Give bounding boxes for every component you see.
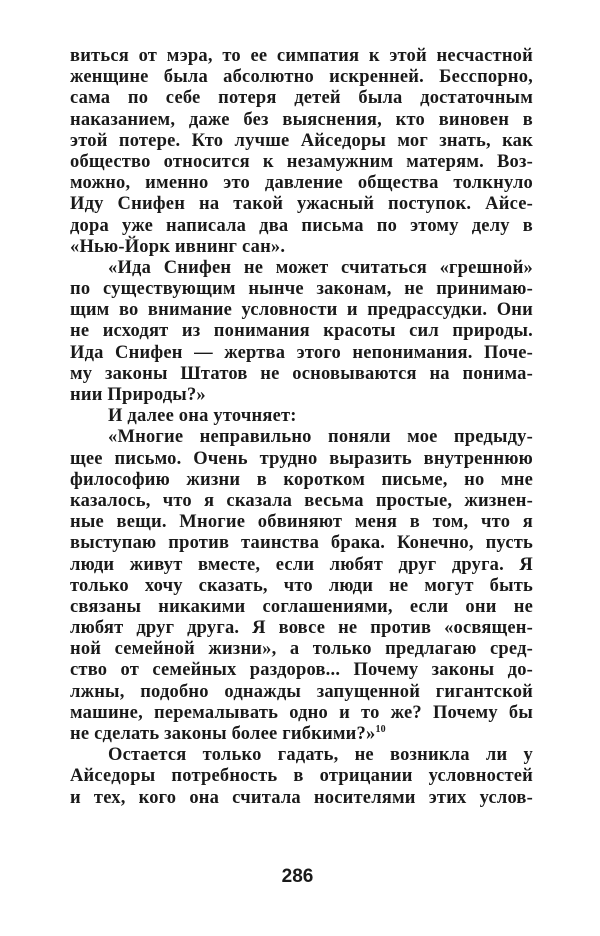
text-line	[70, 385, 533, 406]
text-line	[70, 491, 533, 512]
text-line	[70, 724, 533, 745]
text-line-content: казалось, что я сказала весьма простые, жизнен-	[70, 490, 533, 511]
text-line	[70, 152, 533, 173]
text-line-content: ной семейной жизни», а только предлагаю сред-	[70, 639, 533, 660]
text-line-content: сама по себе потеря детей была достаточным	[70, 88, 533, 109]
text-line-content: не сделать законы более гибкими?»	[70, 724, 376, 744]
text-line	[70, 300, 533, 321]
text-line-content: общество относится к незамужним матерям. Воз-	[70, 151, 533, 172]
text-line	[70, 237, 533, 258]
text-line-content: связаны никакими соглашениями, если они не	[70, 596, 533, 617]
text-line-content: по существующим нынче законам, не принимаю-	[70, 279, 533, 300]
text-line-content: Айседоры потребность в отрицании условностей	[70, 766, 533, 787]
text-line	[70, 512, 533, 533]
text-line	[70, 449, 533, 470]
text-line	[70, 660, 533, 681]
text-line	[70, 470, 533, 491]
text-line	[70, 745, 533, 766]
text-line-content: «Ида Снифен не может считаться «грешной»	[108, 257, 533, 278]
text-line	[70, 343, 533, 364]
text-line-content: машине, перемалывать одно и то же? Почему бы	[70, 702, 533, 723]
text-line-content: философию жизни в коротком письме, но мне	[70, 469, 533, 490]
text-line-content: выступаю против таинства брака. Конечно, пусть	[70, 533, 533, 554]
text-line-content: И далее она уточняет:	[108, 406, 297, 427]
text-line	[70, 173, 533, 194]
text-line	[70, 67, 533, 88]
text-line	[70, 703, 533, 724]
text-line-content: и тех, кого она считала носителями этих услов-	[70, 787, 533, 808]
text-line-content: лжны, подобно однажды запущенной гигантской	[70, 681, 533, 702]
text-line-content: не исходят из понимания красоты сил природы.	[70, 321, 533, 342]
text-line	[70, 533, 533, 554]
text-line-content: щим во внимание условности и предрассудки. Они	[70, 300, 533, 321]
text-line-content: нии Природы?»	[70, 385, 206, 405]
page-number: 286	[281, 866, 314, 887]
text-line-content: му законы Штатов не основываются на понима-	[70, 363, 533, 384]
text-line-content: Остается только гадать, не возникла ли у	[108, 745, 533, 766]
text-line	[70, 576, 533, 597]
text-line-content: щее письмо. Очень трудно выразить внутреннюю	[70, 448, 533, 469]
text-line-content: этой потере. Кто лучше Айседоры мог знать, как	[70, 130, 533, 151]
text-line-content: можно, именно это давление общества толкнуло	[70, 173, 533, 194]
text-line-content: любят друг друга. Я вовсе не против «освящен-	[70, 618, 533, 639]
text-line	[70, 88, 533, 109]
text-line	[70, 258, 533, 279]
text-line	[70, 618, 533, 639]
text-line	[70, 194, 533, 215]
text-line-content: ство от семейных раздоров... Почему законы до-	[70, 660, 533, 681]
text-line	[70, 406, 533, 427]
text-line	[70, 321, 533, 342]
text-line-content: Иду Снифен на такой ужасный поступок. Айсе-	[70, 194, 533, 215]
text-line	[70, 639, 533, 660]
text-line	[70, 766, 533, 787]
text-line-content: только хочу сказать, что люди не могут быть	[70, 575, 533, 596]
text-line	[70, 46, 533, 67]
text-line-content: люди живут вместе, если любят друг друга. Я	[70, 554, 533, 575]
text-line-content: ные вещи. Многие обвиняют меня в том, что я	[70, 512, 533, 533]
text-line-content: «Многие неправильно поняли мое предыду-	[108, 427, 533, 448]
text-line-content: женщине была абсолютно искренней. Бесспорно,	[70, 67, 533, 88]
body-text	[70, 46, 533, 809]
text-line	[70, 216, 533, 237]
text-line-content: дора уже написала два письма по этому делу в	[70, 215, 533, 236]
text-line-content: «Нью-Йорк ивнинг сан».	[70, 236, 286, 257]
text-line	[70, 110, 533, 131]
text-line	[70, 279, 533, 300]
text-line-content: наказанием, даже без выяснения, кто виновен в	[70, 109, 533, 130]
text-line	[70, 364, 533, 385]
text-line	[70, 555, 533, 576]
text-line	[70, 682, 533, 703]
footnote-reference: 10	[375, 723, 386, 735]
text-line	[70, 788, 533, 809]
text-line	[70, 131, 533, 152]
text-line	[70, 597, 533, 618]
text-line	[70, 427, 533, 448]
text-line-content: Ида Снифен — жертва этого непонимания. Поче-	[70, 342, 533, 363]
text-line-content: виться от мэра, то ее симпатия к этой несчастной	[70, 46, 533, 66]
